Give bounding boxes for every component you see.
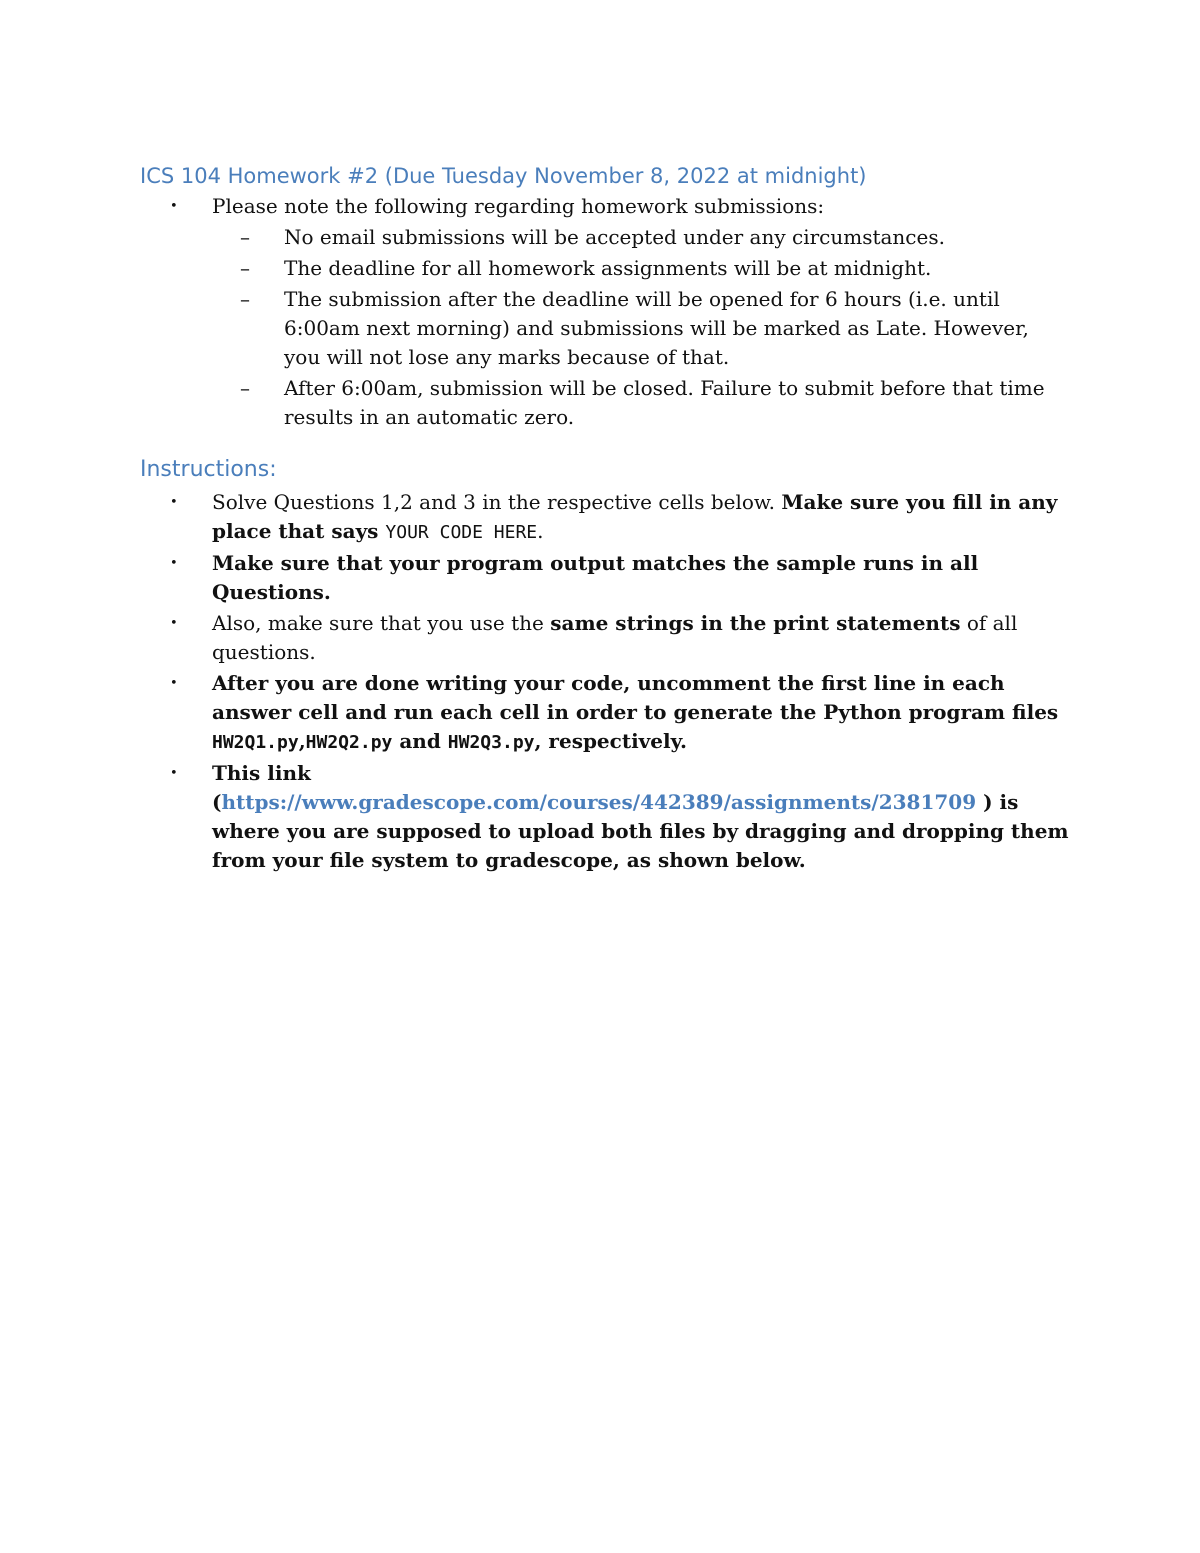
list-item xyxy=(140,669,1070,757)
list-item xyxy=(140,759,1070,875)
dash-icon: – xyxy=(240,376,250,400)
instruction-text: Also, make sure that you use the xyxy=(212,611,551,635)
instruction-bold: Make sure you fill in any place that says xyxy=(212,490,1058,543)
instruction-bold: After you are done writing your code, uncomment the first line in each answer cell and run each cell in order to generate the Python program files xyxy=(212,671,1059,724)
rule-text: The submission after the deadline will be opened for 6 hours (i.e. until 6:00am next morning) and submissions will be marked as Late. However, you will not lose any marks because of that. xyxy=(284,287,1029,369)
filename-q2: HW2Q2.py xyxy=(305,732,393,753)
list-item xyxy=(140,488,1070,547)
list-item xyxy=(212,254,1070,283)
rule-text: After 6:00am, submission will be closed. Failure to submit before that time results in an automatic zero. xyxy=(284,376,1045,429)
bullet-icon: • xyxy=(170,676,178,691)
bullet-icon: • xyxy=(170,616,178,631)
instruction-text: Solve Questions 1,2 and 3 in the respective cells below. xyxy=(212,490,782,514)
instructions-list xyxy=(140,488,1070,875)
conjunction: and xyxy=(392,729,448,753)
bullet-icon: • xyxy=(170,766,178,781)
instruction-text: of all questions. xyxy=(212,611,1018,664)
link-lead: This link xyxy=(212,761,311,785)
notes-intro: Please note the following regarding homework submissions: xyxy=(212,194,825,218)
separator: , xyxy=(298,729,306,753)
submission-rules-list xyxy=(212,223,1070,432)
list-item xyxy=(212,223,1070,252)
list-item xyxy=(212,285,1070,372)
instruction-bold: same strings in the print statements xyxy=(550,611,961,635)
instruction-end: . xyxy=(537,519,544,543)
code-placeholder: YOUR CODE HERE xyxy=(385,522,538,543)
gradescope-link[interactable]: https://www.gradescope.com/courses/442389/assignments/2381709 xyxy=(221,790,977,814)
instructions-heading: Instructions: xyxy=(140,457,277,482)
homework-title: ICS 104 Homework #2 (Due Tuesday November 8, 2022 at midnight) xyxy=(140,164,867,188)
filename-q3: HW2Q3.py xyxy=(447,732,535,753)
list-item xyxy=(140,549,1070,607)
list-item xyxy=(212,374,1070,432)
list-item xyxy=(140,192,1070,432)
bullet-icon: • xyxy=(170,556,178,571)
bullet-icon: • xyxy=(170,495,178,510)
document-content xyxy=(140,160,1070,877)
list-item xyxy=(140,609,1070,667)
bullet-icon: • xyxy=(170,199,178,214)
rule-text: No email submissions will be accepted under any circumstances. xyxy=(284,225,945,249)
filename-q1: HW2Q1.py xyxy=(212,732,299,753)
dash-icon: – xyxy=(240,256,250,280)
rule-text: The deadline for all homework assignments will be at midnight. xyxy=(284,256,932,280)
instruction-end: , respectively. xyxy=(534,729,687,753)
link-description: ) is where you are supposed to upload both files by dragging and dropping them from your file system to gradescope, as shown below. xyxy=(212,790,1069,872)
dash-icon: – xyxy=(240,287,250,311)
paren-open: ( xyxy=(212,790,222,814)
submission-notes-list xyxy=(140,192,1070,432)
dash-icon: – xyxy=(240,225,250,249)
instruction-bold: Make sure that your program output matches the sample runs in all Questions. xyxy=(212,551,979,604)
